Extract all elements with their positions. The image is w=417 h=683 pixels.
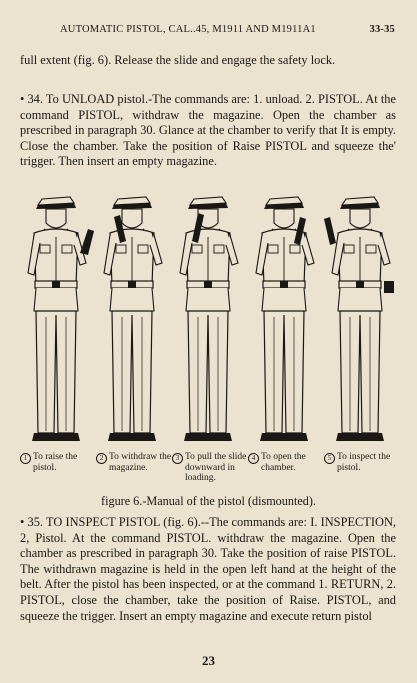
figure-5 [324,197,394,441]
step-caption [96,452,172,484]
figure-2 [104,197,162,441]
step-caption [20,452,96,484]
step-number: 3 [172,453,183,464]
step-number: 4 [248,453,259,464]
step-number: 2 [96,453,107,464]
step-caption [248,452,324,484]
paragraph-continuation [20,53,396,69]
running-header [60,24,395,35]
paragraph-text: • 35. TO INSPECT PISTOL (fig. 6).--The commands are: I. INSPECTION, 2, Pistol. At the command PISTOL. withdraw the magazine. Open the chamber as prescribed in paragraph 30. Take the position of raise PISTOL. The withdrawn magazine is held in the open left hand at the height of the belt. After the pistol has been inspected, or at the command 1. RETURN, 2. PISTOL, close the chamber, take the position of Raise. PISTOL, and squeeze the trigger. Insert an empty magazine and execute return pistol [20,515,396,623]
paragraph-text: • 34. To UNLOAD pistol.-The commands are: 1. unload. 2. PISTOL. At the command PISTOL, withdraw the magazine. Open the chamber as prescribed in paragraph 30. Glance at the chamber to verify that It is empty. Close the chamber. Take the position of Raise PISTOL and squeeze the' trigger. Then insert an empty magazine. [20,92,396,169]
page-number: 23 [202,653,215,668]
header-title: AUTOMATIC PISTOL, CAL..45, M1911 AND M1911A1 [60,24,316,35]
paragraph-34 [20,92,396,170]
figure-1 [28,197,94,441]
paragraph-35 [20,515,396,624]
step-number: 5 [324,453,335,464]
figure-4 [256,197,314,441]
figure-3 [180,197,238,441]
header-section: 33-35 [369,24,395,35]
step-caption [172,452,248,484]
step-text: To inspect the pistol. [337,452,391,473]
step-text: To open the chamber. [261,452,306,473]
step-text: To withdraw the magazine. [109,452,172,473]
step-text: To pull the slide downward in loading. [185,452,247,483]
step-number: 1 [20,453,31,464]
figure-step-captions [20,452,400,484]
step-text: To raise the pistol. [33,452,78,473]
soldiers-illustration [18,183,402,453]
figure-caption: figure 6.-Manual of the pistol (dismounted). [101,494,316,508]
step-caption [324,452,400,484]
paragraph-text: full extent (fig. 6). Release the slide and engage the safety lock. [20,53,336,67]
